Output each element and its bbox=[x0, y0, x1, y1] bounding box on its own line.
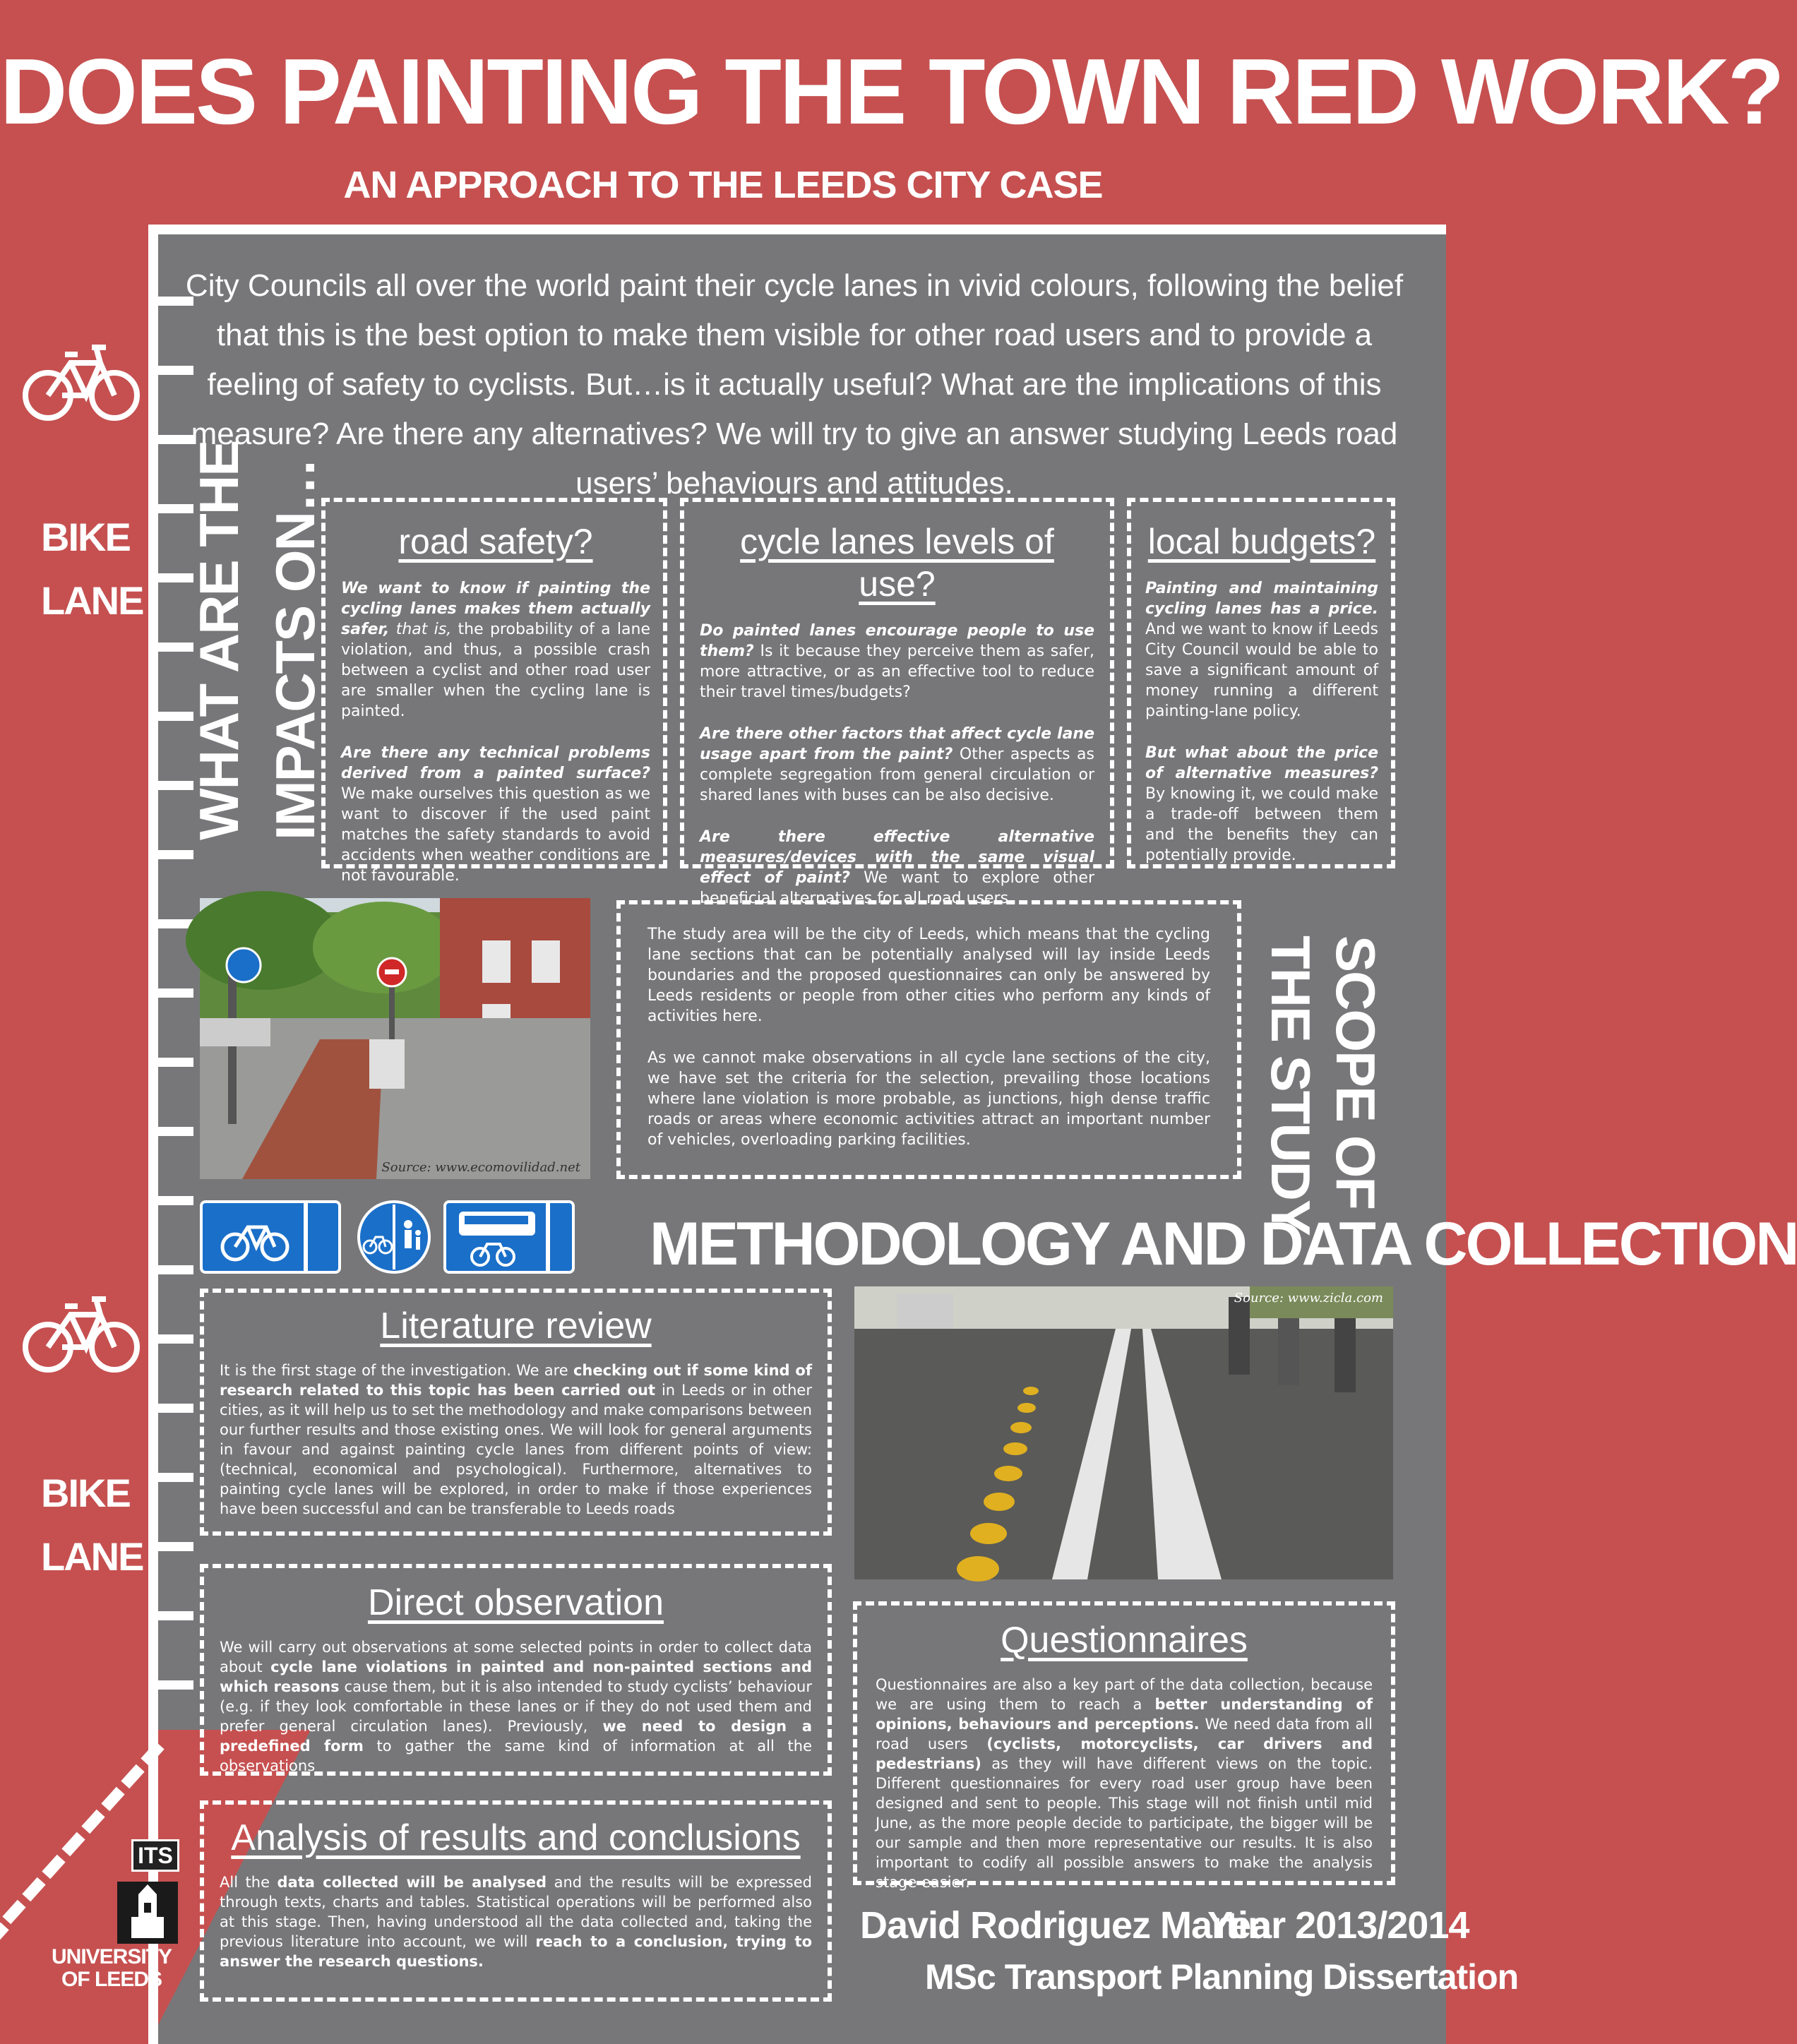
author-name: David Rodriguez Martin bbox=[860, 1904, 1271, 1947]
scope-p1: The study area will be the city of Leeds, which means that the cycling lane sections that can be potentially analysed will lay inside Leeds boundaries and the proposed questionnaires can only be answered by Leeds residents or people from other cities who perform any kinds of activities here. bbox=[647, 926, 1210, 1025]
text: the probability of a lane violation, and thus, a possible crash between a cyclist and other road user are smaller when the cycling lane is painted. bbox=[341, 621, 650, 720]
cycle-lane-sign bbox=[200, 1200, 341, 1274]
text: in Leeds or in other cities, as it will help us to set the methodology and make comparisons between our further results and those existing ones. We will look for general arguments in favour and against painting cycle lanes from different points of view: (technical, economical and psychological). Furthermore, alternatives to painting cycle lanes will be explored, in order to make if those experiences have been successful and can be transferable to Leeds roads bbox=[220, 1382, 812, 1517]
text: cause them, but it is also intended to study cyclists’ behaviour (e.g. if they look comfortable in these lanes or if they do not used them and prefer general circulation lanes). Previously, bbox=[220, 1678, 812, 1735]
junction-scene bbox=[200, 898, 590, 1179]
road-edge-top bbox=[148, 225, 1446, 234]
questionnaires-text bbox=[876, 1675, 1373, 1892]
bold-text: better understanding of opinions, behaviours and perceptions. bbox=[876, 1696, 1373, 1733]
text: that is, bbox=[389, 621, 452, 638]
lane-dash bbox=[101, 1787, 124, 1811]
bike-lane-label: LANE bbox=[41, 1534, 143, 1579]
poster-subtitle: AN APPROACH TO THE LEEDS CITY CASE bbox=[343, 164, 1103, 206]
literature-box bbox=[200, 1289, 832, 1536]
impacts-heading-2: IMPACTS ON… bbox=[264, 459, 326, 840]
text: Questionnaires are also a key part of the data collection, because we are using them to reach a bbox=[876, 1676, 1373, 1713]
bicycle-icon bbox=[21, 337, 141, 422]
questionnaires-title: Questionnaires bbox=[1001, 1620, 1248, 1661]
lane-dash bbox=[158, 1680, 193, 1690]
literature-text bbox=[220, 1361, 812, 1519]
emphasis: Are there effective alternative measures/devices with the same visual effect of paint? bbox=[700, 828, 1094, 887]
bike-lane-label: BIKE bbox=[41, 1471, 130, 1515]
questionnaires-box bbox=[853, 1601, 1395, 1891]
university-name-2: OF LEEDS bbox=[61, 1968, 162, 1991]
lane-dash bbox=[0, 1923, 9, 1947]
text: By knowing it, we could make a trade-off between them and the benefits they can potentially provide. bbox=[1145, 785, 1378, 864]
lane-dash bbox=[2, 1900, 25, 1924]
lane-dash bbox=[158, 988, 193, 998]
road-safety-p2 bbox=[341, 743, 650, 886]
lane-dash bbox=[42, 1855, 65, 1879]
lane-dash bbox=[158, 1196, 193, 1205]
observation-title: Direct observation bbox=[367, 1582, 664, 1623]
text: Other aspects as complete segregation from general circulation or shared lanes with buses can be also decisive. bbox=[700, 746, 1094, 804]
photo-source: Source: www.zicla.com bbox=[1234, 1291, 1383, 1305]
cycle-use-p1 bbox=[700, 621, 1094, 703]
lane-dash bbox=[158, 1265, 193, 1274]
text: Is it because they perceive them as safer, more attractive, or as an effective tool to reduce their travel times/budgets? bbox=[700, 643, 1094, 701]
emphasis: But what about the price of alternative measures? bbox=[1145, 744, 1378, 782]
road-safety-title: road safety? bbox=[398, 522, 593, 561]
text: And we want to know if Leeds City Council would be able to save a significant amount of money running a different painting-lane policy. bbox=[1145, 621, 1378, 720]
bicycle-icon bbox=[21, 1289, 141, 1374]
emphasis: Painting and maintaining cycling lanes has a price. bbox=[1145, 580, 1378, 618]
photo-source: Source: www.ecomovilidad.net bbox=[381, 1160, 580, 1175]
lane-dash bbox=[22, 1877, 45, 1901]
cycle-use-title: cycle lanes levels of use? bbox=[740, 522, 1054, 604]
text: We make ourselves this question as we want to discover if the used paint matches the safety standards to avoid accidents when weather conditions are not favourable. bbox=[341, 785, 650, 885]
budgets-title: local budgets? bbox=[1147, 522, 1376, 561]
road-edge-left bbox=[148, 225, 158, 2044]
university-logo bbox=[117, 1882, 178, 1944]
text: We want to explore other beneficial alternatives for all road users. bbox=[700, 869, 1094, 907]
bold-text: cycle lane violations in painted and non-painted sections and which reasons bbox=[220, 1658, 812, 1695]
shared-path-sign bbox=[354, 1199, 434, 1275]
lane-dash bbox=[158, 850, 193, 859]
lane-dash bbox=[158, 1473, 193, 1482]
lane-dash bbox=[158, 919, 193, 928]
text: We need data from all road users bbox=[876, 1716, 1373, 1752]
road-safety-p1 bbox=[341, 578, 650, 722]
scope-p2: As we cannot make observations in all cycle lane sections of the city, we have set the criteria for the selection, prevailing those locations where lane violation is more probable, as junctions, high dense traffic roads or areas where economic activities attract an important number of vehicles, overloading parking facilities. bbox=[647, 1049, 1210, 1149]
impacts-heading-1: WHAT ARE THE bbox=[188, 441, 250, 840]
poster-title: DOES PAINTING THE TOWN RED WORK? bbox=[0, 40, 1783, 143]
lane-dash bbox=[158, 1611, 193, 1620]
analysis-title: Analysis of results and conclusions bbox=[231, 1817, 801, 1858]
cycle-use-p2 bbox=[700, 724, 1094, 806]
text: as they will have different views on the topic. Different questionnaires for every road user group have been designed and sent to people. This stage will not finish until mid June, as the more people decide to participate, the bigger will be our sample and then more representative our results. It is also important to codify all possible answers to make the analysis stage easier. bbox=[876, 1755, 1373, 1891]
bike-lane-scene bbox=[854, 1286, 1393, 1579]
bold-text: we need to design a predefined form bbox=[220, 1718, 813, 1755]
text: and the results will be expressed through texts, charts and tables. Statistical operations will be performed also at this stage. Then, having understood all the data collected and, taking the previous literature into account, we will bbox=[220, 1874, 812, 1950]
emphasis: Are there any technical problems derived from a painted surface? bbox=[341, 744, 650, 782]
emphasis: Are there other factors that affect cycle lane usage apart from the paint? bbox=[700, 725, 1094, 763]
bike-lane-label: BIKE bbox=[41, 515, 130, 559]
methodology-heading: METHODOLOGY AND DATA COLLECTION bbox=[650, 1210, 1797, 1278]
lane-dash bbox=[158, 1404, 193, 1413]
bold-text: checking out if some kind of research related to this topic has been carried out bbox=[220, 1362, 812, 1399]
observation-box bbox=[200, 1564, 832, 1776]
intro-paragraph: City Councils all over the world paint their cycle lanes in vivid colours, following the belief that this is the best option to make them visible for other road users and to provide a feeling of safety to cyclists. But…is it actually useful? What are the implications of this measure? Are there any alternatives? We will try to give an answer studying Leeds road users’ behaviours and attitudes. bbox=[185, 268, 1404, 501]
lane-dash bbox=[158, 1334, 193, 1344]
analysis-text bbox=[220, 1872, 812, 1971]
road-safety-box bbox=[321, 498, 667, 885]
cycle-use-p3 bbox=[700, 827, 1094, 909]
cycle-use-box bbox=[680, 498, 1114, 907]
lane-dash bbox=[81, 1810, 105, 1834]
lane-dash bbox=[121, 1764, 144, 1788]
budgets-p2 bbox=[1145, 743, 1378, 866]
junction-photo bbox=[200, 898, 590, 1179]
lane-dash bbox=[158, 1542, 193, 1551]
course-name: MSc Transport Planning Dissertation bbox=[925, 1957, 1519, 1997]
bike-lane-label: LANE bbox=[41, 578, 143, 623]
text: All the bbox=[220, 1874, 277, 1891]
literature-title: Literature review bbox=[380, 1305, 652, 1346]
bus-lane-sign bbox=[443, 1200, 575, 1274]
bike-lane-photo bbox=[854, 1286, 1393, 1579]
scope-box bbox=[616, 900, 1241, 1179]
observation-text bbox=[220, 1637, 812, 1776]
emphasis: We want to know if painting the cycling lanes makes them actually safer, bbox=[341, 580, 650, 638]
bold-text: reach to a conclusion, trying to answer the research questions. bbox=[220, 1933, 812, 1970]
lane-dash bbox=[158, 1058, 193, 1067]
scope-heading-2: THE STUDY bbox=[1260, 936, 1322, 1236]
emphasis: Do painted lanes encourage people to use them? bbox=[700, 622, 1094, 660]
text: It is the first stage of the investigation. We are bbox=[220, 1362, 573, 1379]
bold-text: data collected will be analysed bbox=[277, 1874, 547, 1891]
scope-heading-1: SCOPE OF bbox=[1325, 936, 1387, 1209]
budgets-box bbox=[1127, 498, 1395, 868]
text: We will carry out observations at some selected points in order to collect data about bbox=[220, 1639, 812, 1675]
lane-dash bbox=[61, 1832, 85, 1856]
budgets-p1 bbox=[1145, 578, 1378, 722]
university-name-1: UNIVERSITY bbox=[51, 1945, 172, 1968]
its-logo: ITS bbox=[131, 1839, 179, 1872]
bold-text: (cyclists, motorcyclists, car drivers and pedestrians) bbox=[876, 1735, 1373, 1772]
text: to gather the same kind of information at all the observations bbox=[220, 1738, 813, 1774]
year: Year 2013/2014 bbox=[1207, 1904, 1469, 1947]
lane-dash bbox=[158, 1127, 193, 1136]
analysis-box bbox=[200, 1800, 832, 2002]
